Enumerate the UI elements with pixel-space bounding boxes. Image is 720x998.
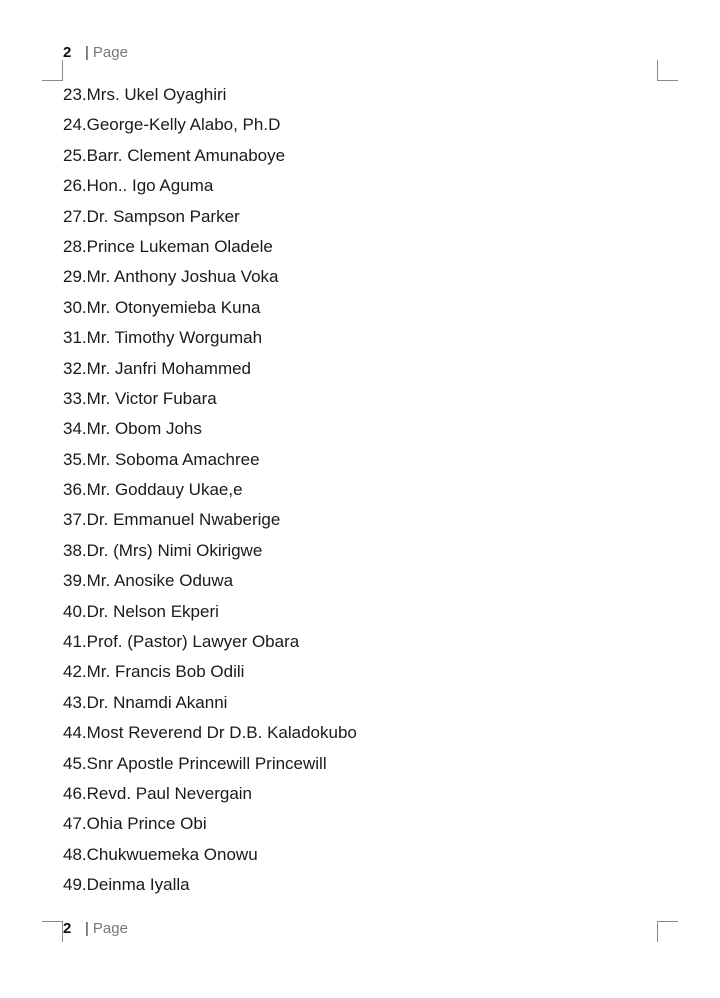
page-label: Page	[92, 920, 128, 937]
list-item: 32.Mr. Janfri Mohammed	[63, 358, 252, 378]
list-item: 49.Deinma Iyalla	[63, 875, 190, 895]
crop-mark-top-left	[42, 60, 63, 81]
list-item: 42.Mr. Francis Bob Odili	[63, 662, 245, 682]
page-number: 2	[63, 44, 72, 61]
page-header	[63, 44, 128, 61]
list-item: 23.Mrs. Ukel Oyaghiri	[63, 85, 227, 104]
list-item: 33.Mr. Victor Fubara	[63, 388, 217, 408]
list-item: 47.Ohia Prince Obi	[63, 814, 207, 834]
list-item: 30.Mr. Otonyemieba Kuna	[63, 297, 261, 317]
crop-mark-top-right	[657, 60, 678, 81]
list-item: 48.Chukwuemeka Onowu	[63, 844, 258, 864]
list-item: 34.Mr. Obom Johs	[63, 419, 202, 439]
list-item: 27.Dr. Sampson Parker	[63, 206, 240, 226]
list-item: 24.George-Kelly Alabo, Ph.D	[63, 115, 281, 135]
list-item: 45.Snr Apostle Princewill Princewill	[63, 753, 327, 773]
list-item: 26.Hon.. Igo Aguma	[63, 176, 214, 196]
list-item: 44.Most Reverend Dr D.B. Kaladokubo	[63, 723, 357, 743]
list-item: 37.Dr. Emmanuel Nwaberige	[63, 510, 281, 530]
crop-mark-bottom-left	[42, 921, 63, 942]
list-item: 28.Prince Lukeman Oladele	[63, 236, 273, 256]
page-footer	[63, 920, 128, 937]
page-separator: |	[85, 44, 89, 61]
list-item: 46.Revd. Paul Nevergain	[63, 783, 253, 803]
list-item: 43.Dr. Nnamdi Akanni	[63, 692, 228, 712]
page-label: Page	[92, 44, 128, 61]
list-item: 35.Mr. Soboma Amachree	[63, 449, 260, 469]
list-item: 29.Mr. Anthony Joshua Voka	[63, 267, 279, 287]
list-item: 40.Dr. Nelson Ekperi	[63, 601, 219, 621]
list-item: 38.Dr. (Mrs) Nimi Okirigwe	[63, 540, 263, 560]
page-number: 2	[63, 920, 72, 937]
name-list	[63, 80, 357, 901]
list-item: 39.Mr. Anosike Oduwa	[63, 571, 234, 591]
list-item: 25.Barr. Clement Amunaboye	[63, 145, 286, 165]
list-item: 31.Mr. Timothy Worgumah	[63, 328, 263, 348]
crop-mark-bottom-right	[657, 921, 678, 942]
list-item: 36.Mr. Goddauy Ukae,e	[63, 480, 243, 500]
list-item: 41.Prof. (Pastor) Lawyer Obara	[63, 632, 300, 652]
page-separator: |	[85, 920, 89, 937]
